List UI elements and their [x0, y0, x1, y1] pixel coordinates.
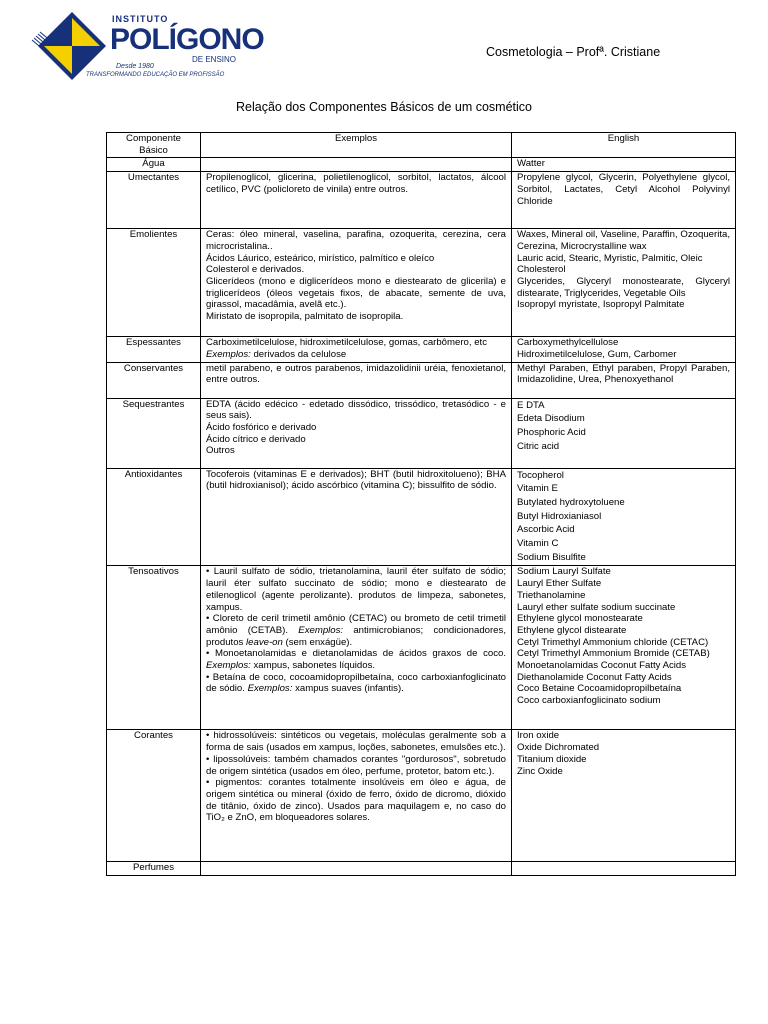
examples-paragraph	[206, 613, 506, 648]
english-line: Titanium dioxide	[517, 753, 587, 765]
examples-line: Ceras: óleo mineral, vaselina, parafina, ozoquerita, cerezina, cera microcristalina..	[206, 229, 506, 252]
table-row	[107, 229, 736, 337]
logo-emblem-icon	[30, 10, 110, 80]
cell-english	[512, 229, 736, 337]
examples-text: • Monoetanolamidas e dietanolamidas de ácidos graxos de coco.	[206, 648, 506, 660]
examples-line: Ácidos Láurico, esteárico, mirístico, palmítico e oleíco	[206, 252, 435, 264]
english-line: Waxes, Mineral oil, Vaseline, Paraffin, Ozoquerita, Cerezina, Microcrystalline wax	[517, 229, 730, 252]
english-line: Isopropyl myristate, Isopropyl Palmitate	[517, 299, 685, 311]
italic-label: Exemplos:	[206, 348, 251, 360]
examples-paragraph: • hidrossolúveis: sintéticos ou vegetais, moléculas geralmente sob a forma de sais (usados em xampus, loções, sabonetes, emulsões etc.).	[206, 730, 506, 754]
table-row	[107, 862, 736, 876]
cell-examples	[201, 566, 512, 730]
cell-examples	[201, 730, 512, 862]
table-row	[107, 566, 736, 730]
english-line: Cetyl Trimethyl Ammonium chloride (CETAC)	[517, 636, 709, 648]
cell-examples	[201, 229, 512, 337]
english-line: Phosphoric Acid	[517, 426, 586, 438]
table-row	[107, 730, 736, 862]
cell-english	[512, 468, 736, 566]
examples-line: Propilenoglicol, glicerina, polietilenoglicol, sorbitol, lactatos, álcool cetílico, PVC (policloreto de vinila) entre outros.	[206, 172, 506, 195]
cell-english	[512, 362, 736, 398]
examples-line: Outros	[206, 445, 235, 457]
cell-component: Água	[107, 158, 201, 172]
cell-english	[512, 566, 736, 730]
cell-component: Corantes	[107, 730, 201, 862]
english-line: Tocopherol	[517, 469, 564, 481]
logo-line-poligono: POLÍGONO	[110, 23, 264, 56]
logo-line-de-ensino: DE ENSINO	[192, 55, 237, 64]
english-line: Coco carboxianfoglicinato sodium	[517, 695, 661, 707]
italic-label: Exemplos:	[206, 660, 251, 672]
header-english: English	[512, 133, 736, 158]
header-component: Componente Básico	[107, 133, 201, 158]
cell-component: Espessantes	[107, 337, 201, 362]
cell-examples	[201, 337, 512, 362]
cell-examples	[201, 158, 512, 172]
english-line: Ethylene glycol distearate	[517, 624, 627, 636]
examples-text: • Cloreto de ceril trimetil amônio (CETAC) ou brometo de cetil trimetil amônio (CETAB).	[206, 613, 506, 636]
italic-label: Exemplos:	[298, 624, 344, 636]
english-line: Ascorbic Acid	[517, 524, 575, 536]
english-line: Hidroximetilcelulose, Gum, Carbomer	[517, 348, 677, 360]
examples-paragraph	[206, 648, 506, 671]
cell-component: Antioxidantes	[107, 468, 201, 566]
english-line: Iron oxide	[517, 730, 560, 742]
cell-examples	[201, 172, 512, 229]
english-line: Oxide Dichromated	[517, 742, 600, 754]
examples-line	[206, 349, 506, 361]
examples-text: • Betaína de coco, cocoamidopropilbetaína, coco carboxianfoglicinato de sódio.	[206, 671, 506, 695]
examples-line: Tocoferois (vitaminas E e derivados); BHT (butil hidroxitolueno); BHA (butil hidroxianisol); ácido ascórbico (vitamina C); bissulfito de sódio.	[206, 468, 506, 492]
table-row	[107, 362, 736, 398]
cell-component: Conservantes	[107, 362, 201, 398]
examples-paragraph: • pigmentos: corantes totalmente insolúveis em óleo e água, de origem sintética ou mineral (óxido de ferro, óxido de dicromo, dióxido de titânio, óxido de zinco). Usados para maquilagem e, no caso do TiO₂ e ZnO, em bloqueadores solares.	[206, 777, 506, 824]
examples-text: xampus suaves (infantis).	[292, 683, 404, 695]
header-examples: Exemplos	[201, 133, 512, 158]
table-row	[107, 468, 736, 566]
english-line: Lauric acid, Stearic, Myristic, Palmitic, Oleic	[517, 252, 703, 264]
cell-english	[512, 172, 736, 229]
english-line: Butyl Hidroxianiasol	[517, 510, 602, 522]
examples-text: derivados da celulose	[250, 348, 347, 360]
english-line: Zinc Oxide	[517, 765, 563, 777]
examples-line: Carboximetilcelulose, hidroximetilcelulose, gomas, carbômero, etc	[206, 337, 488, 349]
course-header: Cosmetologia – Profª. Cristiane	[486, 45, 661, 59]
examples-line: Ácido cítrico e derivado	[206, 433, 306, 445]
english-line: E DTA	[517, 399, 545, 411]
english-line: Lauryl Ether Sulfate	[517, 578, 602, 590]
english-line: Triethanolamine	[517, 589, 586, 601]
english-line: Diethanolamide Coconut Fatty Acids	[517, 671, 672, 683]
examples-line: Glicerídeos (mono e diglicerídeos mono e diestearato de glicerila) e triglicerídeos (óleos vegetais fixos, de abacate, semente de uva, girassol, macadâmia, avelã etc.).	[206, 275, 506, 311]
english-line: Glycerides, Glyceryl monostearate, Glyceryl distearate, Triglycerides, Vegetable Oils	[517, 275, 730, 299]
english-line: Lauryl ether sulfate sodium succinate	[517, 601, 676, 613]
english-line: Cetyl Trimethyl Ammonium Bromide (CETAB)	[517, 648, 710, 660]
institute-logo	[30, 10, 264, 80]
english-line: Monoetanolamidas Coconut Fatty Acids	[517, 660, 687, 672]
cell-english	[512, 730, 736, 862]
cell-component: Umectantes	[107, 172, 201, 229]
english-line: Edeta Disodium	[517, 413, 585, 425]
cell-examples	[201, 468, 512, 566]
cell-examples	[201, 398, 512, 468]
cell-english	[512, 158, 736, 172]
english-line: Cholesterol	[517, 264, 566, 276]
english-line: Vitamin E	[517, 483, 558, 495]
cell-component: Emolientes	[107, 229, 201, 337]
examples-paragraph: • Lauril sulfato de sódio, trietanolamina, lauril éter sulfato de sódio; lauril éter sulfato succinato de sódio; mono e diestearato de etilenoglicol (agente perolizante). produtos de limpeza, sabonetes, xampus.	[206, 566, 506, 613]
logo-line-slogan: TRANSFORMANDO EDUCAÇÃO EM PROFISSÃO	[86, 72, 225, 78]
english-line: Watter	[517, 158, 545, 170]
cell-component: Tensoativos	[107, 566, 201, 730]
components-table	[106, 132, 736, 876]
table-header-row	[107, 133, 736, 158]
table-row	[107, 398, 736, 468]
examples-paragraph: • lipossolúveis: também chamados corantes "gordurosos", sobretudo de origem sintética (usados em óleo, perfume, protetor, batom etc.).	[206, 753, 506, 777]
italic-label: Exemplos:	[247, 683, 293, 695]
english-line: Vitamin C	[517, 538, 559, 550]
cell-examples	[201, 862, 512, 876]
table-row	[107, 337, 736, 362]
english-line: Propylene glycol, Glycerin, Polyethylene glycol, Sorbitol, Lactates, Cetyl Alcohol Polyvinyl Chloride	[517, 172, 730, 207]
english-line: Carboxymethylcellulose	[517, 337, 619, 349]
english-line: Sodium Bisulfite	[517, 551, 586, 563]
cell-english	[512, 398, 736, 468]
examples-text: (sem enxágüe).	[282, 636, 353, 648]
examples-paragraph	[206, 672, 506, 695]
examples-line: Miristato de isopropila, palmitato de isopropila.	[206, 311, 404, 323]
english-line: Methyl Paraben, Ethyl paraben, Propyl Paraben, Imidazolidine, Urea, Phenoxyethanol	[517, 362, 730, 386]
cell-component: Perfumes	[107, 862, 201, 876]
english-line: Sodium Lauryl Sulfate	[517, 566, 611, 578]
italic-term: leave-on	[246, 636, 283, 648]
table-row	[107, 158, 736, 172]
cell-examples	[201, 362, 512, 398]
examples-line: Colesterol e derivados.	[206, 264, 305, 276]
english-line: Citric acid	[517, 440, 560, 452]
examples-text: antimicrobianos; condicionadores, produtos	[206, 624, 506, 648]
examples-line: metil parabeno, e outros parabenos, imidazolidinii uréia, fenoxietanol, entre outros.	[206, 362, 506, 386]
examples-line: EDTA (ácido edécico - edetado dissódico, trissódico, tretasódico - e seus sais).	[206, 398, 506, 422]
table-row	[107, 172, 736, 229]
cell-english	[512, 862, 736, 876]
english-line: Coco Betaine Cocoamidopropilbetaína	[517, 683, 682, 695]
cell-english	[512, 337, 736, 362]
document-title: Relação dos Componentes Básicos de um cosmético	[236, 100, 532, 114]
examples-line: Ácido fosfórico e derivado	[206, 421, 317, 433]
logo-line-instituto: INSTITUTO	[112, 14, 169, 24]
examples-text: xampus, sabonetes líquidos.	[250, 660, 376, 672]
cell-component: Sequestrantes	[107, 398, 201, 468]
english-line: Butylated hydroxytoluene	[517, 496, 625, 508]
english-line: Ethylene glycol monostearate	[517, 613, 643, 625]
logo-line-since: Desde 1980	[116, 63, 154, 70]
